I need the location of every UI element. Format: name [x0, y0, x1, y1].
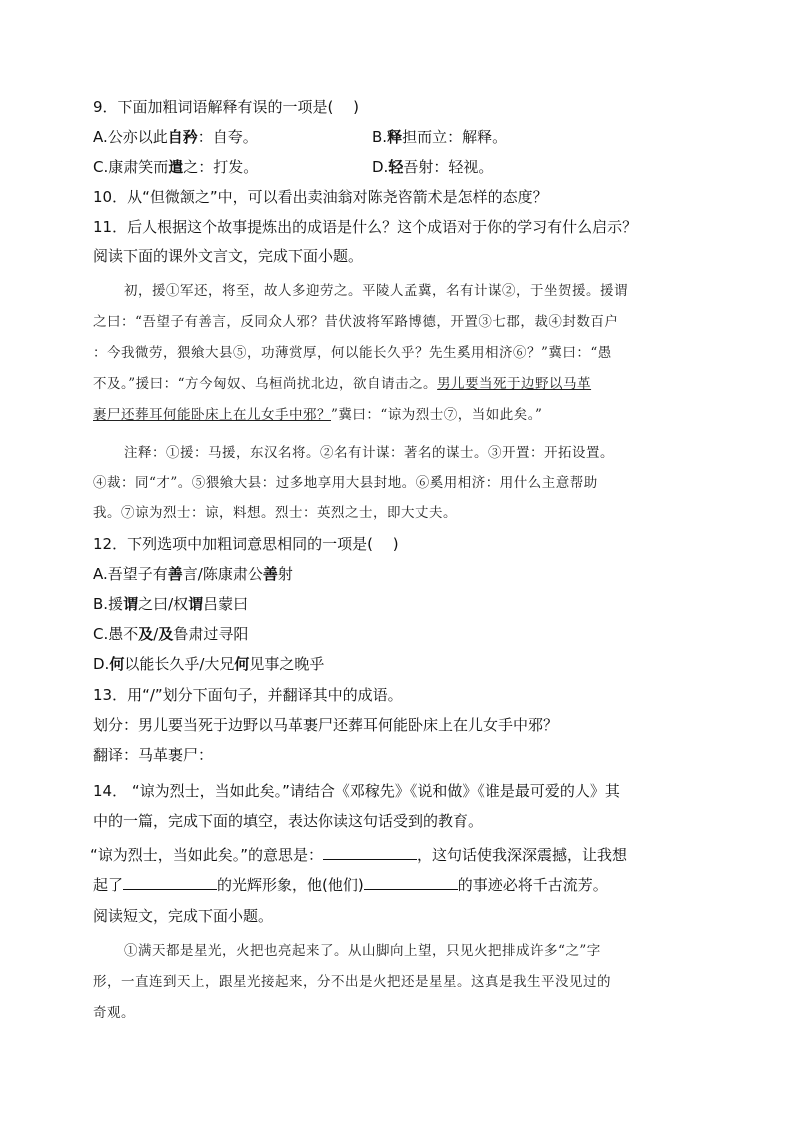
passage-line-1: ①满天都是星光，火把也亮起来了。从山脚向上望，只见火把排成许多“之”字	[124, 943, 601, 959]
q13-divide: 划分：男儿要当死于边野以马革裹尸还葬耳何能卧床上在儿女手中邪？	[93, 716, 559, 734]
q12-option-c[interactable]: C.愚不及/及鲁肃过寻阳	[93, 625, 249, 643]
q14-fill-line-2: 起了 的光辉形象，他(他们) 的事迹必将千古流芳。	[93, 876, 608, 894]
notes-line-2: ④裁：同“才”。⑤猥飨大县：过多地享用大县封地。⑥奚用相济：用什么主意帮助	[93, 475, 598, 491]
notes-line-3: 我。⑦谅为烈士：谅，料想。烈士：英烈之士，即大丈夫。	[93, 505, 457, 521]
q12-option-d[interactable]: D.何以能长久乎/大兄何见事之晚乎	[93, 655, 325, 673]
q12-stem: 12．下列选项中加粗词意思相同的一项是( )	[93, 535, 399, 553]
fill-blank[interactable]	[323, 844, 417, 860]
q9-options-cd	[93, 156, 713, 178]
q10-stem: 10．从“但微颔之”中，可以看出卖油翁对陈尧咨箭术是怎样的态度？	[93, 188, 548, 206]
q11-stem: 11．后人根据这个故事提炼出的成语是什么？这个成语对于你的学习有什么启示？	[93, 218, 638, 236]
q14-line-2: 中的一篇，完成下面的填空，表达你读这句话受到的教育。	[93, 812, 484, 830]
classical-line-5: 裹尸还葬耳何能卧床上在儿女手中邪？”冀曰：“谅为烈士⑦，当如此矣。”	[93, 407, 543, 423]
q9-stem: 9．下面加粗词语解释有误的一项是( )	[93, 98, 360, 116]
q9-options-ab	[93, 126, 713, 148]
q14-fill-line-1: “谅为烈士，当如此矣。”的意思是： ，这句话使我深深震撼，让我想	[90, 846, 628, 864]
fill-blank[interactable]	[364, 874, 458, 890]
q12-option-b[interactable]: B.援谓之曰/权谓吕蒙曰	[93, 595, 249, 613]
classical-line-4: 不及。”援曰：“方今匈奴、乌桓尚扰北边，欲自请击之。男儿要当死于边野以马革	[93, 376, 592, 392]
q9-option-a[interactable]: A.公亦以此自矜：自夸。	[93, 128, 258, 146]
q14-line-1: 14． “谅为烈士，当如此矣。”请结合《邓稼先》《说和做》《谁是最可爱的人》其	[93, 782, 620, 800]
reading2-intro: 阅读短文，完成下面小题。	[93, 907, 274, 925]
fill-blank[interactable]	[123, 874, 217, 890]
classical-line-1: 初，援①军还，将至，故人多迎劳之。平陵人孟冀，名有计谋②，于坐贺援。援谓	[124, 283, 628, 299]
passage-line-3: 奇观。	[93, 1005, 135, 1021]
classical-line-3: ：今我微劳，猥飨大县⑤，功薄赏厚，何以能长久乎？先生奚用相济⑥？”冀曰：“愚	[93, 345, 612, 361]
reading-intro: 阅读下面的课外文言文，完成下面小题。	[93, 247, 364, 265]
q12-option-a[interactable]: A.吾望子有善言/陈康肃公善射	[93, 565, 293, 583]
classical-line-2: 之曰：“吾望子有善言，反同众人邪？昔伏波将军路博德，开置③七郡，裁④封数百户	[93, 314, 619, 330]
underlined-sentence: 男儿要当死于边野以马革	[437, 376, 592, 392]
q13-stem: 13．用“/”划分下面句子，并翻译其中的成语。	[93, 686, 403, 704]
q9-option-c[interactable]: C.康肃笑而遣之：打发。	[93, 158, 259, 176]
notes-line-1: 注释：①援：马援，东汉名将。②名有计谋：著名的谋士。③开置：开拓设置。	[124, 445, 614, 461]
passage-line-2: 形，一直连到天上，跟星光接起来，分不出是火把还是星星。这真是我生平没见过的	[93, 974, 611, 990]
q9-option-b[interactable]: B.释担而立：解释。	[372, 128, 508, 146]
q13-translate: 翻译：马革裹尸：	[93, 746, 214, 764]
underlined-sentence: 裹尸还葬耳何能卧床上在儿女手中邪？	[93, 407, 331, 423]
q9-option-d[interactable]: D.轻吾射：轻视。	[372, 158, 494, 176]
